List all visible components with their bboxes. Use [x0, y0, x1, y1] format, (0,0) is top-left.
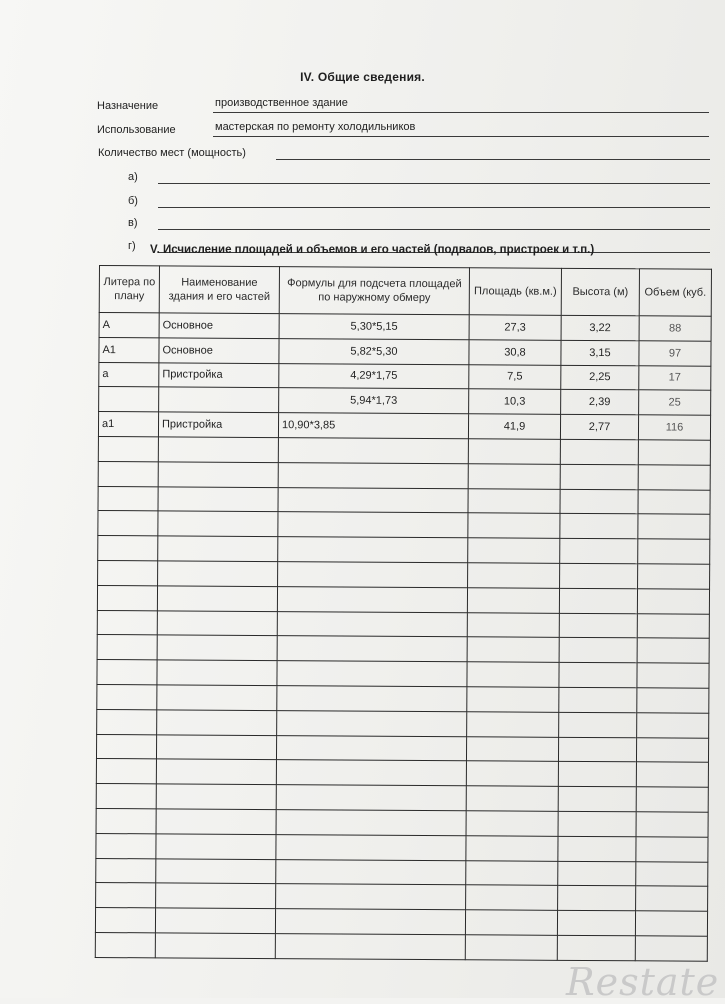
empty-cell	[637, 589, 709, 614]
cell-litera: А	[99, 313, 159, 338]
empty-cell	[278, 438, 468, 464]
empty-cell	[97, 660, 157, 685]
empty-cell	[638, 489, 710, 514]
sub-item-a-label: а)	[128, 171, 138, 183]
empty-table-row	[97, 709, 709, 738]
empty-cell	[637, 613, 709, 638]
empty-cell	[465, 910, 557, 935]
empty-cell	[97, 585, 157, 610]
cell-volume: 88	[639, 316, 711, 341]
field-purpose-value: производственное здание	[215, 97, 348, 109]
section-4-title: IV. Общие сведения.	[300, 70, 425, 84]
empty-cell	[98, 536, 158, 561]
empty-table-row	[98, 560, 710, 589]
empty-cell	[155, 933, 275, 959]
empty-cell	[558, 861, 636, 886]
empty-cell	[158, 437, 278, 463]
empty-cell	[560, 538, 638, 563]
empty-cell	[276, 834, 466, 860]
empty-cell	[558, 762, 636, 787]
cell-area: 27,3	[469, 315, 561, 340]
empty-cell	[97, 635, 157, 660]
empty-cell	[157, 586, 277, 612]
empty-cell	[636, 837, 708, 862]
empty-cell	[98, 436, 158, 461]
empty-cell	[158, 486, 278, 512]
cell-name	[159, 387, 279, 413]
sub-item-b-underline	[158, 207, 710, 208]
empty-cell	[97, 610, 157, 635]
empty-cell	[558, 886, 636, 911]
cell-height: 2,39	[561, 390, 639, 415]
empty-cell	[468, 439, 560, 464]
empty-cell	[557, 935, 635, 960]
header-area: Площадь (кв.м.)	[469, 268, 561, 316]
empty-table-row	[97, 660, 709, 689]
cell-formula: 4,29*1,75	[279, 363, 469, 389]
header-litera: Литера по плану	[99, 266, 159, 313]
empty-cell	[95, 932, 155, 957]
cell-height: 3,22	[561, 315, 639, 340]
empty-cell	[559, 662, 637, 687]
cell-formula: 5,30*5,15	[279, 314, 469, 340]
empty-cell	[156, 734, 276, 760]
cell-area: 41,9	[468, 414, 560, 439]
cell-height: 2,25	[561, 365, 639, 390]
empty-cell	[95, 908, 155, 933]
empty-table-row	[95, 908, 707, 937]
table-row	[99, 337, 711, 366]
header-name: Наименование здания и его частей	[159, 266, 279, 314]
empty-cell	[277, 710, 467, 736]
empty-table-row	[98, 486, 710, 515]
empty-table-row	[96, 734, 708, 763]
empty-cell	[466, 835, 558, 860]
cell-volume: 17	[639, 365, 711, 390]
empty-cell	[96, 833, 156, 858]
empty-cell	[98, 486, 158, 511]
field-capacity-underline	[276, 159, 710, 160]
empty-table-row	[97, 585, 709, 614]
empty-table-row	[96, 759, 708, 788]
field-usage-underline	[213, 136, 709, 137]
empty-cell	[158, 462, 278, 488]
empty-cell	[96, 858, 156, 883]
empty-cell	[275, 909, 465, 935]
empty-cell	[637, 713, 709, 738]
cell-volume: 116	[638, 415, 710, 440]
empty-cell	[466, 811, 558, 836]
sub-item-b-label: б)	[128, 195, 138, 207]
empty-cell	[157, 635, 277, 661]
empty-cell	[156, 759, 276, 785]
empty-cell	[277, 636, 467, 662]
empty-cell	[278, 512, 468, 538]
empty-cell	[468, 488, 560, 513]
empty-cell	[277, 586, 467, 612]
empty-cell	[468, 563, 560, 588]
sub-item-v-underline	[158, 229, 710, 230]
watermark-logo: Restate	[566, 960, 720, 1004]
empty-cell	[558, 786, 636, 811]
empty-cell	[277, 661, 467, 687]
header-height: Высота (м)	[561, 268, 639, 315]
header-formula: Формулы для подсчета площадей по наружному обмеру	[279, 267, 469, 315]
cell-name: Основное	[159, 338, 279, 364]
empty-cell	[466, 761, 558, 786]
empty-cell	[638, 564, 710, 589]
empty-cell	[157, 610, 277, 636]
empty-cell	[156, 883, 276, 909]
empty-cell	[156, 784, 276, 810]
cell-name: Пристройка	[158, 412, 278, 438]
cell-litera	[99, 387, 159, 412]
cell-area: 10,3	[469, 389, 561, 414]
empty-table-row	[96, 883, 708, 912]
empty-cell	[276, 810, 466, 836]
empty-cell	[636, 812, 708, 837]
sub-item-g-label: г)	[128, 240, 136, 252]
empty-cell	[638, 465, 710, 490]
section-5-title: V. Исчисление площадей и объемов и его частей (подвалов, пристроек и т.п.)	[150, 244, 595, 256]
empty-cell	[635, 911, 707, 936]
cell-area: 30,8	[469, 340, 561, 365]
empty-cell	[636, 886, 708, 911]
empty-cell	[637, 688, 709, 713]
empty-cell	[157, 685, 277, 711]
cell-litera: а	[99, 362, 159, 387]
empty-cell	[278, 462, 468, 488]
table-row	[98, 412, 710, 441]
cell-name: Пристройка	[159, 362, 279, 388]
empty-cell	[276, 735, 466, 761]
empty-cell	[638, 440, 710, 465]
empty-cell	[560, 439, 638, 464]
empty-cell	[636, 737, 708, 762]
cell-area: 7,5	[469, 364, 561, 389]
empty-cell	[467, 637, 559, 662]
empty-cell	[98, 511, 158, 536]
empty-cell	[278, 487, 468, 513]
empty-cell	[276, 859, 466, 885]
empty-table-row	[98, 436, 710, 465]
table-row	[99, 313, 711, 342]
empty-cell	[465, 935, 557, 960]
empty-cell	[466, 885, 558, 910]
empty-cell	[467, 662, 559, 687]
empty-cell	[466, 786, 558, 811]
table-row	[99, 387, 711, 416]
empty-table-row	[96, 784, 708, 813]
empty-cell	[97, 684, 157, 709]
cell-height: 2,77	[560, 415, 638, 440]
empty-cell	[467, 612, 559, 637]
empty-cell	[96, 784, 156, 809]
field-purpose-underline	[213, 112, 709, 113]
empty-cell	[560, 514, 638, 539]
empty-cell	[277, 686, 467, 712]
empty-cell	[278, 537, 468, 563]
empty-cell	[559, 638, 637, 663]
empty-cell	[276, 884, 466, 910]
field-purpose-label: Назначение	[97, 100, 159, 112]
empty-table-row	[97, 684, 709, 713]
empty-cell	[96, 883, 156, 908]
empty-cell	[559, 588, 637, 613]
empty-cell	[560, 464, 638, 489]
cell-height: 3,15	[561, 340, 639, 365]
empty-cell	[96, 734, 156, 759]
empty-cell	[636, 861, 708, 886]
empty-cell	[638, 514, 710, 539]
field-usage-label: Использование	[97, 124, 176, 136]
empty-cell	[468, 513, 560, 538]
cell-formula: 10,90*3,85	[278, 413, 468, 439]
field-usage-value: мастерская по ремонту холодильников	[215, 121, 416, 133]
sub-item-a-underline	[158, 183, 710, 184]
sub-item-v-label: в)	[128, 217, 138, 229]
empty-cell	[276, 760, 466, 786]
empty-cell	[276, 785, 466, 811]
empty-cell	[96, 808, 156, 833]
empty-cell	[635, 936, 707, 961]
header-volume: Объем (куб.	[639, 269, 711, 316]
empty-table-row	[98, 536, 710, 565]
areas-volumes-table	[95, 265, 712, 961]
empty-cell	[636, 787, 708, 812]
empty-table-row	[98, 461, 710, 490]
empty-cell	[467, 687, 559, 712]
empty-table-row	[97, 635, 709, 664]
empty-table-row	[96, 833, 708, 862]
empty-table-row	[95, 932, 707, 961]
empty-cell	[559, 687, 637, 712]
empty-cell	[560, 489, 638, 514]
empty-cell	[96, 759, 156, 784]
empty-cell	[558, 737, 636, 762]
empty-cell	[157, 660, 277, 686]
empty-cell	[97, 709, 157, 734]
empty-table-row	[98, 511, 710, 540]
empty-table-row	[96, 858, 708, 887]
field-capacity-label: Количество мест (мощность)	[98, 147, 246, 159]
cell-litera: а1	[98, 412, 158, 437]
cell-volume: 97	[639, 341, 711, 366]
empty-cell	[560, 563, 638, 588]
empty-cell	[467, 588, 559, 613]
empty-table-row	[97, 610, 709, 639]
empty-cell	[156, 858, 276, 884]
empty-cell	[277, 611, 467, 637]
empty-cell	[158, 561, 278, 587]
empty-cell	[559, 712, 637, 737]
cell-formula: 5,94*1,73	[279, 388, 469, 414]
cell-name: Основное	[159, 313, 279, 339]
empty-cell	[157, 710, 277, 736]
empty-cell	[467, 712, 559, 737]
empty-cell	[98, 461, 158, 486]
empty-table-row	[96, 808, 708, 837]
empty-cell	[466, 860, 558, 885]
empty-cell	[558, 836, 636, 861]
table-row	[99, 362, 711, 391]
empty-cell	[468, 464, 560, 489]
empty-cell	[466, 736, 558, 761]
empty-cell	[558, 811, 636, 836]
empty-cell	[557, 910, 635, 935]
cell-litera: А1	[99, 337, 159, 362]
empty-cell	[275, 934, 465, 960]
empty-cell	[559, 613, 637, 638]
empty-cell	[637, 663, 709, 688]
cell-volume: 25	[639, 390, 711, 415]
empty-cell	[158, 511, 278, 537]
table-header-row	[99, 266, 711, 317]
empty-cell	[156, 809, 276, 835]
empty-cell	[468, 538, 560, 563]
empty-cell	[638, 539, 710, 564]
empty-cell	[156, 834, 276, 860]
empty-cell	[98, 560, 158, 585]
empty-cell	[637, 638, 709, 663]
empty-cell	[155, 908, 275, 934]
empty-cell	[636, 762, 708, 787]
empty-cell	[278, 562, 468, 588]
empty-cell	[158, 536, 278, 562]
cell-formula: 5,82*5,30	[279, 338, 469, 364]
